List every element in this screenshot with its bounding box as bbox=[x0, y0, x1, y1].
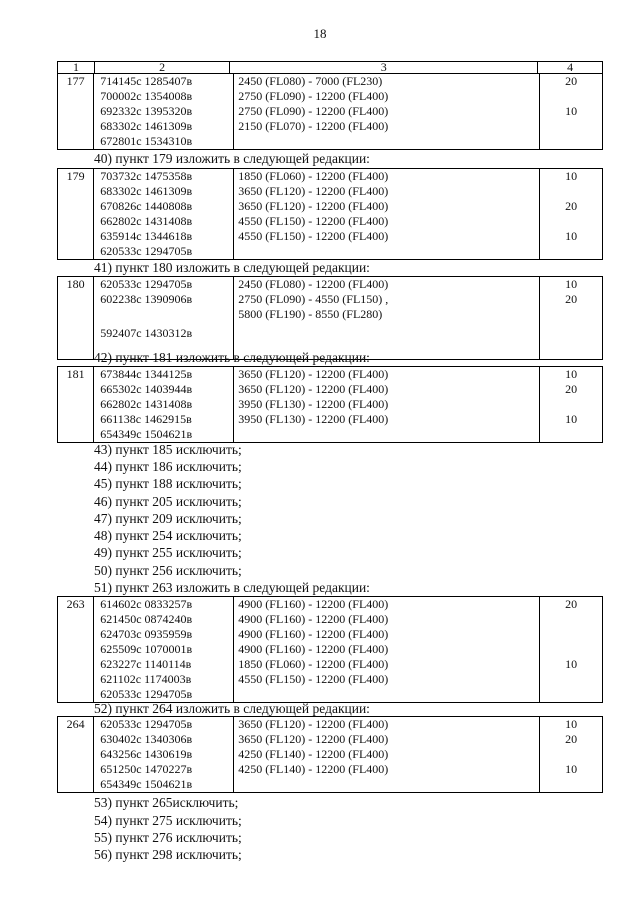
value: 10 bbox=[565, 277, 578, 291]
coordinate: 620533с 1294705в bbox=[100, 244, 193, 258]
altitude-range: 3650 (FL120) - 12200 (FL400) bbox=[238, 184, 389, 198]
coordinates-cell bbox=[94, 169, 234, 260]
altitude-range bbox=[238, 427, 539, 442]
coordinate: 703732с 1475358в bbox=[100, 169, 193, 183]
instruction-item: 42) пункт 181 изложить в следующей редакции: bbox=[94, 350, 370, 365]
value: 20 bbox=[565, 74, 578, 88]
altitude-range: 3650 (FL120) - 12200 (FL400) bbox=[238, 199, 389, 213]
table-row bbox=[58, 169, 603, 260]
instruction-item: 53) пункт 265исключить; bbox=[94, 795, 239, 810]
entry-block-180 bbox=[57, 276, 603, 360]
altitude-range bbox=[238, 134, 539, 149]
altitude-range bbox=[238, 322, 539, 344]
instruction-item: 48) пункт 254 исключить; bbox=[94, 528, 242, 543]
value: 10 bbox=[565, 412, 578, 426]
altitude-range: 1850 (FL060) - 12200 (FL400) bbox=[238, 169, 389, 183]
header-col-2: 2 bbox=[94, 62, 230, 74]
altitudes-cell bbox=[234, 367, 540, 443]
coordinate: 692332с 1395320в bbox=[100, 104, 193, 118]
coordinate: 683302с 1461309в bbox=[100, 184, 193, 198]
coordinate bbox=[100, 307, 233, 322]
table-row bbox=[58, 717, 603, 793]
point-number: 180 bbox=[58, 277, 94, 360]
altitude-range: 4900 (FL160) - 12200 (FL400) bbox=[238, 597, 389, 611]
coordinates-cell bbox=[94, 74, 234, 150]
value: 20 bbox=[565, 382, 578, 396]
value bbox=[540, 322, 602, 344]
point-number: 179 bbox=[58, 169, 94, 260]
value bbox=[540, 134, 602, 149]
coordinate: 625509с 1070001в bbox=[100, 642, 193, 656]
altitude-range: 3950 (FL130) - 12200 (FL400) bbox=[238, 412, 389, 426]
altitudes-cell bbox=[234, 277, 540, 360]
instruction-item: 51) пункт 263 изложить в следующей редакции: bbox=[94, 580, 370, 595]
instruction-item: 50) пункт 256 исключить; bbox=[94, 563, 242, 578]
altitude-range: 4550 (FL150) - 12200 (FL400) bbox=[238, 672, 389, 686]
coordinate: 592407с 1430312в bbox=[100, 326, 193, 340]
altitude-range: 2450 (FL080) - 7000 (FL230) bbox=[238, 74, 383, 88]
instruction-item: 45) пункт 188 исключить; bbox=[94, 476, 242, 491]
altitudes-cell bbox=[234, 74, 540, 150]
altitudes-cell bbox=[234, 717, 540, 793]
coordinate: 643256с 1430619в bbox=[100, 747, 193, 761]
instruction-item: 44) пункт 186 исключить; bbox=[94, 459, 242, 474]
entry-block-177 bbox=[57, 73, 603, 150]
table-row bbox=[58, 277, 603, 360]
coordinate: 621102с 1174003в bbox=[100, 672, 192, 686]
value: 20 bbox=[565, 597, 578, 611]
coordinate: 620533с 1294705в bbox=[100, 277, 193, 291]
altitude-range: 4550 (FL150) - 12200 (FL400) bbox=[238, 229, 389, 243]
instruction-item: 49) пункт 255 исключить; bbox=[94, 545, 242, 560]
value bbox=[540, 672, 602, 687]
coordinate: 683302с 1461309в bbox=[100, 119, 193, 133]
value: 10 bbox=[565, 229, 578, 243]
table-row bbox=[58, 74, 603, 150]
value bbox=[540, 214, 602, 229]
instruction-item: 46) пункт 205 исключить; bbox=[94, 494, 242, 509]
point-number: 264 bbox=[58, 717, 94, 793]
instruction-item: 52) пункт 264 изложить в следующей редакции: bbox=[94, 701, 370, 716]
coordinate: 662802с 1431408в bbox=[100, 214, 193, 228]
altitude-range: 4900 (FL160) - 12200 (FL400) bbox=[238, 612, 389, 626]
altitude-range bbox=[238, 777, 539, 792]
values-cell bbox=[540, 169, 603, 260]
entry-block-181 bbox=[57, 366, 603, 443]
altitude-range: 4900 (FL160) - 12200 (FL400) bbox=[238, 627, 389, 641]
values-cell bbox=[540, 597, 603, 703]
value: 10 bbox=[565, 104, 578, 118]
value bbox=[540, 89, 602, 104]
coordinate: 623227с 1140114в bbox=[100, 657, 192, 671]
value bbox=[540, 397, 602, 412]
altitude-range: 2750 (FL090) - 12200 (FL400) bbox=[238, 104, 389, 118]
coordinates-cell bbox=[94, 367, 234, 443]
value: 10 bbox=[565, 762, 578, 776]
coordinate: 673844с 1344125в bbox=[100, 367, 193, 381]
altitude-range: 5800 (FL190) - 8550 (FL280) bbox=[238, 307, 383, 321]
value: 10 bbox=[565, 367, 578, 381]
value: 20 bbox=[565, 292, 578, 306]
coordinate: 670826с 1440808в bbox=[100, 199, 193, 213]
instruction-item: 41) пункт 180 изложить в следующей редакции: bbox=[94, 260, 370, 275]
values-cell bbox=[540, 277, 603, 360]
altitude-range: 4250 (FL140) - 12200 (FL400) bbox=[238, 747, 389, 761]
altitude-range: 4900 (FL160) - 12200 (FL400) bbox=[238, 642, 389, 656]
altitude-range: 3650 (FL120) - 12200 (FL400) bbox=[238, 367, 389, 381]
altitudes-cell bbox=[234, 169, 540, 260]
coordinate: 654349с 1504621в bbox=[100, 777, 193, 791]
altitude-range: 3650 (FL120) - 12200 (FL400) bbox=[238, 732, 389, 746]
altitude-range: 2450 (FL080) - 12200 (FL400) bbox=[238, 277, 389, 291]
altitude-range bbox=[238, 244, 539, 259]
coordinate: 624703с 0935959в bbox=[100, 627, 193, 641]
altitudes-cell bbox=[234, 597, 540, 703]
coordinate: 621450с 0874240в bbox=[100, 612, 193, 626]
instruction-item: 43) пункт 185 исключить; bbox=[94, 442, 242, 457]
instruction-item: 47) пункт 209 исключить; bbox=[94, 511, 242, 526]
coordinate: 602238с 1390906в bbox=[100, 292, 193, 306]
coordinates-cell bbox=[94, 717, 234, 793]
value: 10 bbox=[565, 657, 578, 671]
altitude-range bbox=[238, 687, 539, 702]
instruction-item: 55) пункт 276 исключить; bbox=[94, 830, 242, 845]
coordinate: 620533с 1294705в bbox=[100, 687, 193, 701]
coordinates-cell bbox=[94, 277, 234, 360]
value: 10 bbox=[565, 169, 578, 183]
values-cell bbox=[540, 367, 603, 443]
value bbox=[540, 427, 602, 442]
coordinate: 635914с 1344618в bbox=[100, 229, 193, 243]
altitude-range: 4250 (FL140) - 12200 (FL400) bbox=[238, 762, 389, 776]
coordinate: 714145с 1285407в bbox=[100, 74, 193, 88]
coordinate: 700002с 1354008в bbox=[100, 89, 193, 103]
instruction-item: 54) пункт 275 исключить; bbox=[94, 813, 242, 828]
coordinate: 651250с 1470227в bbox=[100, 762, 193, 776]
point-number: 181 bbox=[58, 367, 94, 443]
coordinate: 614602с 0833257в bbox=[100, 597, 193, 611]
value bbox=[540, 612, 602, 627]
coordinate: 630402с 1340306в bbox=[100, 732, 193, 746]
coordinate: 672801с 1534310в bbox=[100, 134, 193, 148]
value bbox=[540, 642, 602, 657]
altitude-range: 1850 (FL060) - 12200 (FL400) bbox=[238, 657, 389, 671]
point-number: 263 bbox=[58, 597, 94, 703]
values-cell bbox=[540, 74, 603, 150]
altitude-range: 4550 (FL150) - 12200 (FL400) bbox=[238, 214, 389, 228]
altitude-range: 2750 (FL090) - 4550 (FL150) , bbox=[238, 292, 389, 306]
value: 20 bbox=[565, 199, 578, 213]
value bbox=[540, 687, 602, 702]
coordinate: 654349с 1504621в bbox=[100, 427, 193, 441]
altitude-range: 2750 (FL090) - 12200 (FL400) bbox=[238, 89, 389, 103]
value bbox=[540, 307, 602, 322]
value bbox=[540, 119, 602, 134]
altitude-range: 3950 (FL130) - 12200 (FL400) bbox=[238, 397, 389, 411]
value bbox=[540, 747, 602, 762]
table-row bbox=[58, 367, 603, 443]
value bbox=[540, 184, 602, 199]
value bbox=[540, 244, 602, 259]
coordinate: 665302с 1403944в bbox=[100, 382, 193, 396]
coordinate: 661138с 1462915в bbox=[100, 412, 192, 426]
altitude-range: 3650 (FL120) - 12200 (FL400) bbox=[238, 382, 389, 396]
value bbox=[540, 627, 602, 642]
value: 10 bbox=[565, 717, 578, 731]
altitude-range: 3650 (FL120) - 12200 (FL400) bbox=[238, 717, 389, 731]
entry-block-179 bbox=[57, 168, 603, 260]
coordinates-cell bbox=[94, 597, 234, 703]
entry-block-264 bbox=[57, 716, 603, 793]
value bbox=[540, 777, 602, 792]
coordinate: 662802с 1431408в bbox=[100, 397, 193, 411]
value: 20 bbox=[565, 732, 578, 746]
page-number: 18 bbox=[313, 26, 327, 41]
entry-block-263 bbox=[57, 596, 603, 703]
altitude-range: 2150 (FL070) - 12200 (FL400) bbox=[238, 119, 389, 133]
header-col-4: 4 bbox=[538, 62, 603, 74]
header-col-3: 3 bbox=[230, 62, 538, 74]
value bbox=[540, 344, 602, 359]
values-cell bbox=[540, 717, 603, 793]
instruction-item: 56) пункт 298 исключить; bbox=[94, 847, 242, 862]
instruction-item: 40) пункт 179 изложить в следующей редакции: bbox=[94, 151, 370, 166]
point-number: 177 bbox=[58, 74, 94, 150]
table-row bbox=[58, 597, 603, 703]
header-col-1: 1 bbox=[58, 62, 95, 74]
coordinate: 620533с 1294705в bbox=[100, 717, 193, 731]
